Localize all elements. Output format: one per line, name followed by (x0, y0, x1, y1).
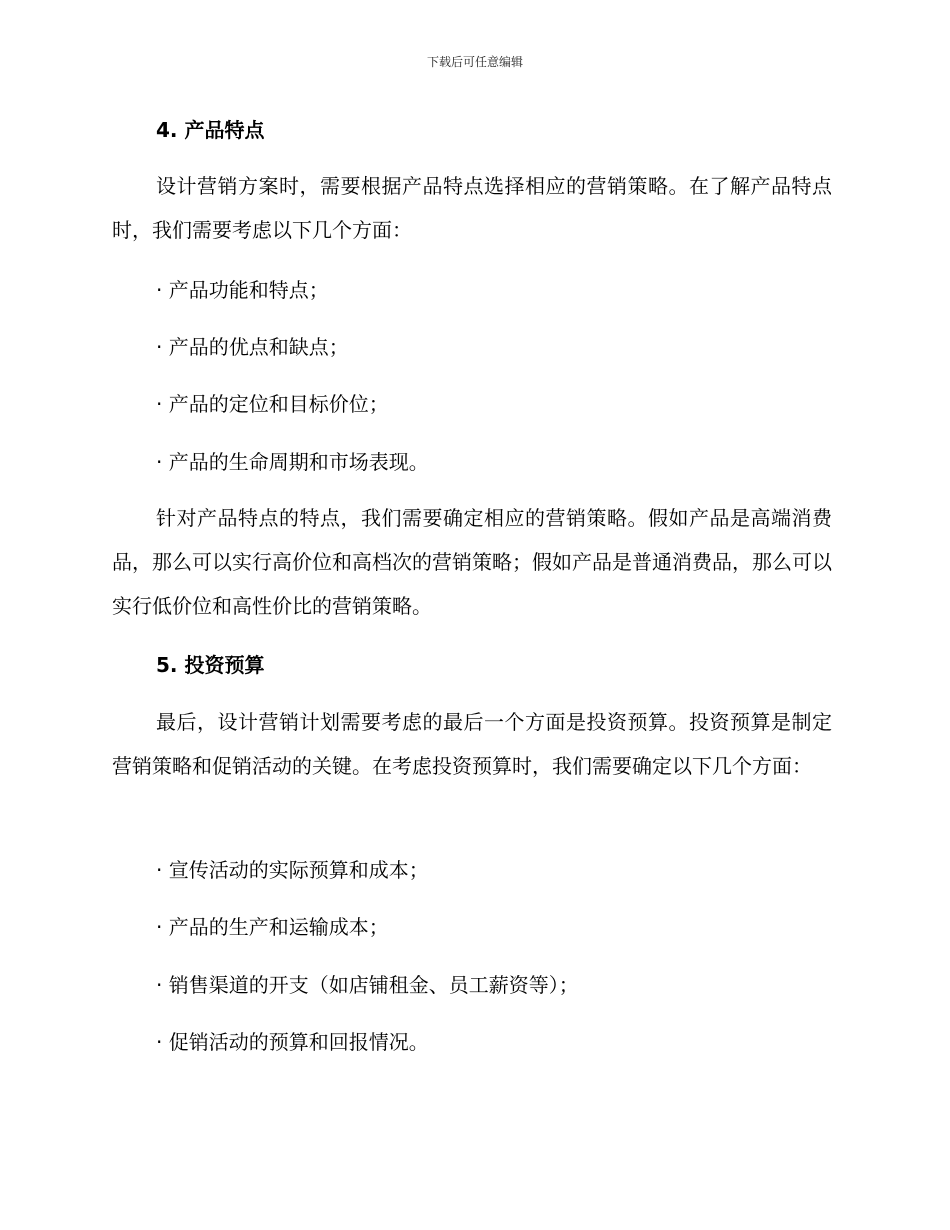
section-5-heading: 5. 投资预算 (156, 653, 265, 677)
section-5-intro-paragraph: 最后，设计营销计划需要考虑的最后一个方面是投资预算。投资预算是制定营销策略和促销活动的关键。在考虑投资预算时，我们需要确定以下几个方面： (112, 710, 832, 778)
section-5-bullet-2: · 产品的生产和运输成本； (156, 915, 389, 939)
page-header: 下载后可任意编辑 (426, 55, 523, 69)
section-4-bullet-2: · 产品的优点和缺点； (156, 335, 349, 359)
section-4-heading: 4. 产品特点 (156, 118, 265, 142)
section-4-bullet-1: · 产品功能和特点； (156, 278, 329, 302)
section-4-bullet-4: · 产品的生命周期和市场表现。 (156, 450, 429, 474)
section-5-bullet-1: · 宣传活动的实际预算和成本； (156, 858, 429, 882)
section-5-bullet-3: · 销售渠道的开支（如店铺租金、员工薪资等）； (156, 973, 579, 997)
section-4-conclusion-paragraph: 针对产品特点的特点，我们需要确定相应的营销策略。假如产品是高端消费品，那么可以实行高价位和高档次的营销策略；假如产品是普通消费品，那么可以实行低价位和高性价比的营销策略。 (112, 506, 832, 618)
section-4-intro-paragraph: 设计营销方案时，需要根据产品特点选择相应的营销策略。在了解产品特点时，我们需要考虑以下几个方面： (112, 174, 832, 242)
section-4-bullet-3: · 产品的定位和目标价位； (156, 392, 389, 416)
section-5-bullet-4: · 促销活动的预算和回报情况。 (156, 1030, 429, 1054)
